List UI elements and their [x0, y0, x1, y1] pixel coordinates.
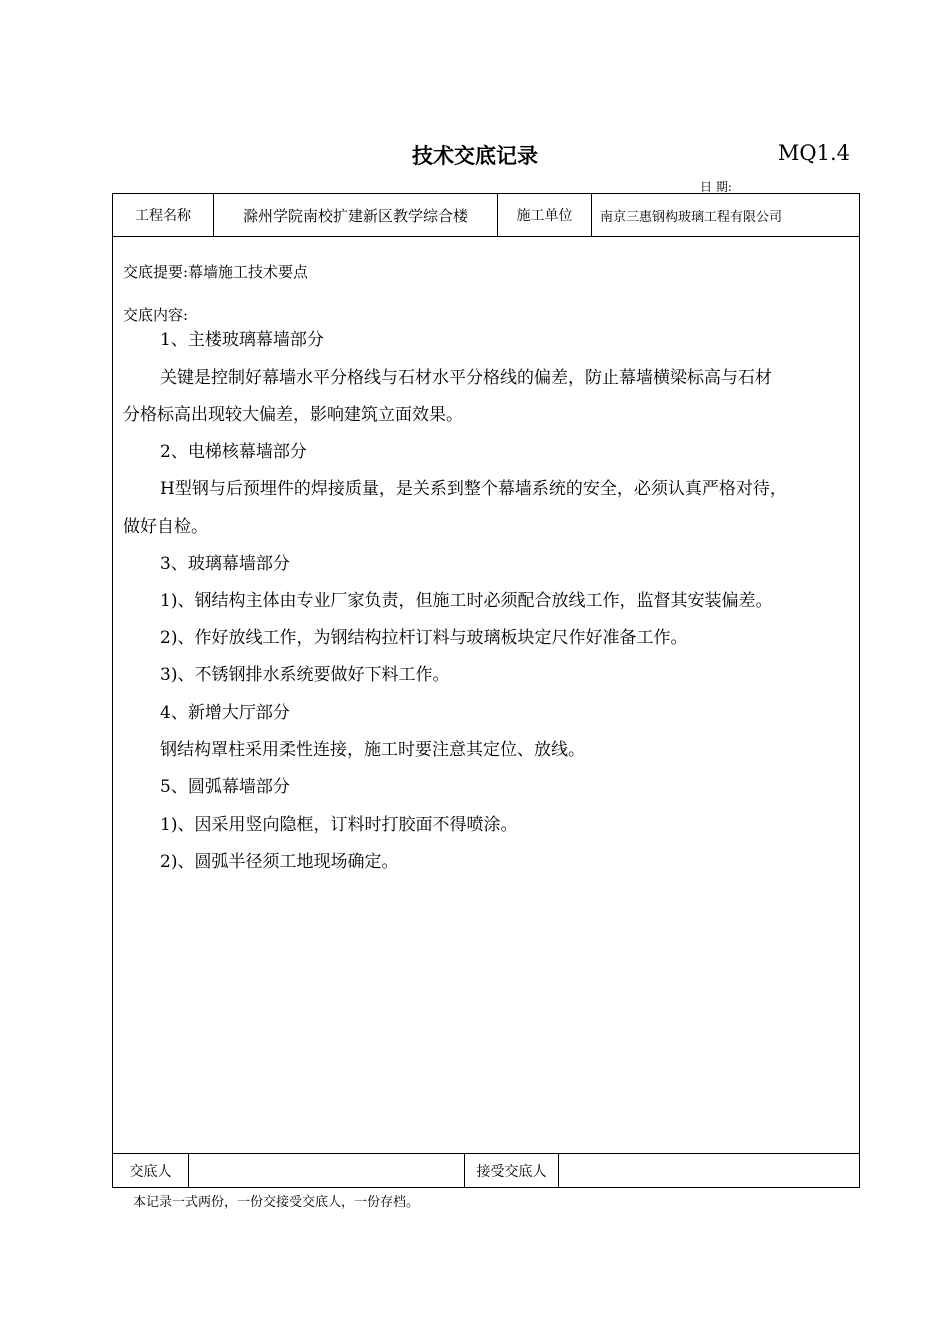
- construction-unit-label: 施工单位: [516, 208, 573, 224]
- date-label: 日 期:: [700, 180, 732, 194]
- content-line: 1)、因采用竖向隐框，订料时打胶面不得喷涂。: [160, 815, 518, 835]
- construction-unit-value: 南京三惠钢构玻璃工程有限公司: [600, 209, 783, 225]
- content-line: 关键是控制好幕墙水平分格线与石材水平分格线的偏差，防止幕墙横梁标高与石材: [160, 368, 772, 388]
- info-col-divider-3: [591, 193, 592, 236]
- section-heading: 2、电梯核幕墙部分: [160, 442, 307, 462]
- table-divider-info: [112, 236, 860, 237]
- disclosure-summary: 交底提要:幕墙施工技术要点: [123, 263, 309, 281]
- section-heading: 3、玻璃幕墙部分: [160, 554, 290, 574]
- content-line: 分格标高出现较大偏差，影响建筑立面效果。: [123, 405, 463, 425]
- content-line: 钢结构罩柱采用柔性连接，施工时要注意其定位、放线。: [160, 740, 585, 760]
- project-name-label: 工程名称: [135, 208, 191, 224]
- form-code: MQ1.4: [777, 141, 850, 165]
- disclosure-content-label: 交底内容:: [123, 306, 189, 324]
- section-heading: 1、主楼玻璃幕墙部分: [160, 330, 324, 350]
- content-line: 做好自检。: [123, 517, 208, 537]
- receiver-field[interactable]: [559, 1154, 859, 1187]
- table-border-right: [859, 193, 860, 1187]
- section-heading: 4、新增大厅部分: [160, 703, 290, 723]
- page-title: 技术交底记录: [412, 144, 538, 168]
- table-border-bottom: [112, 1187, 860, 1188]
- content-line: 3)、不锈钢排水系统要做好下料工作。: [160, 665, 450, 685]
- content-line: H型钢与后预埋件的焊接质量，是关系到整个幕墙系统的安全，必须认真严格对待，: [160, 479, 787, 499]
- project-name-value: 滁州学院南校扩建新区教学综合楼: [242, 206, 468, 225]
- discloser-field[interactable]: [189, 1154, 464, 1187]
- content-line: 1)、钢结构主体由专业厂家负责，但施工时必须配合放线工作，监督其安装偏差。: [160, 591, 773, 611]
- content-line: 2)、作好放线工作，为钢结构拉杆订料与玻璃板块定尺作好准备工作。: [160, 628, 688, 648]
- receiver-label: 接受交底人: [476, 1163, 547, 1180]
- footer-note: 本记录一式两份，一份交接受交底人，一份存档。: [133, 1195, 420, 1210]
- content-line: 2)、圆弧半径须工地现场确定。: [160, 852, 399, 872]
- table-border-left: [112, 193, 113, 1187]
- section-heading: 5、圆弧幕墙部分: [160, 777, 290, 797]
- discloser-label: 交底人: [129, 1163, 172, 1180]
